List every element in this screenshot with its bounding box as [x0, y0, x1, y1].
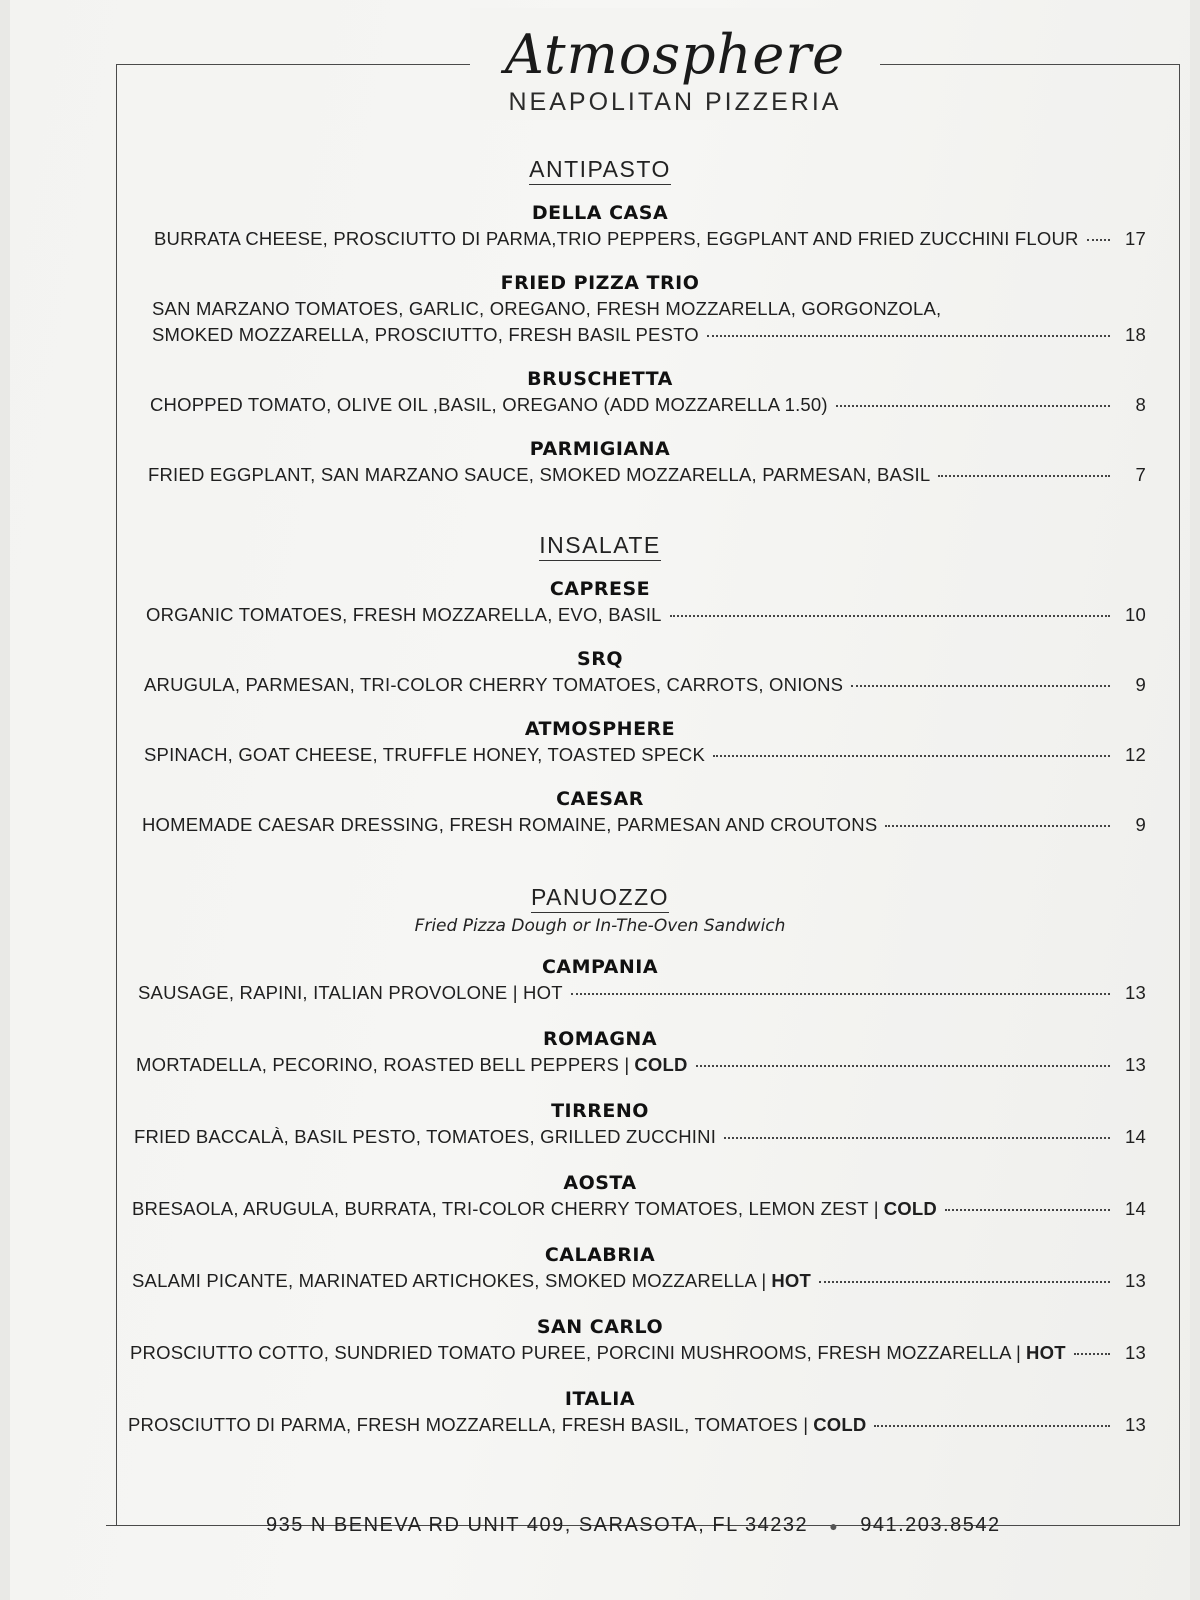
item-name: CAESAR — [556, 788, 644, 810]
item-description: SALAMI PICANTE, MARINATED ARTICHOKES, SMOKED MOZZARELLA | — [132, 1270, 767, 1291]
menu-item-tirreno — [0, 1098, 1200, 1150]
section-subtitle-panuozzo: Fried Pizza Dough or In-The-Oven Sandwich — [414, 916, 786, 936]
dot-leader — [696, 1065, 1110, 1067]
item-description-line1: SAN MARZANO TOMATOES, GARLIC, OREGANO, FRESH MOZZARELLA, GORGONZOLA, — [152, 298, 942, 319]
item-name: FRIED PIZZA TRIO — [500, 272, 700, 294]
menu-item-aosta — [0, 1170, 1200, 1222]
item-name: ITALIA — [564, 1388, 636, 1410]
footer-rule-left — [106, 1525, 254, 1526]
section-title-insalate: INSALATE — [0, 532, 1200, 559]
item-description: FRIED BACCALÀ, BASIL PESTO, TOMATOES, GRILLED ZUCCHINI — [134, 1126, 717, 1147]
item-price: 9 — [1135, 674, 1146, 695]
item-name: BRUSCHETTA — [527, 368, 673, 390]
cold-tag: COLD — [634, 1054, 688, 1075]
menu-item-san-carlo — [0, 1314, 1200, 1366]
item-name: PARMIGIANA — [529, 438, 671, 460]
item-description: SPINACH, GOAT CHEESE, TRUFFLE HONEY, TOASTED SPECK — [144, 744, 706, 765]
restaurant-name: Atmosphere — [504, 23, 846, 86]
item-price: 14 — [1125, 1198, 1146, 1219]
item-name: DELLA CASA — [531, 202, 669, 224]
menu-item-italia — [0, 1386, 1200, 1438]
dot-leader — [670, 615, 1110, 617]
item-description: MORTADELLA, PECORINO, ROASTED BELL PEPPERS | — [136, 1054, 630, 1075]
item-price: 7 — [1135, 464, 1146, 485]
dot-leader — [713, 755, 1110, 757]
item-price: 13 — [1125, 1270, 1146, 1291]
bullet-separator-icon: ● — [829, 1517, 840, 1534]
item-name: CAMPANIA — [541, 956, 659, 978]
section-title-panuozzo: PANUOZZO — [0, 884, 1200, 911]
menu-item-atmosphere — [0, 716, 1200, 768]
item-name: SRQ — [577, 648, 623, 670]
item-description: PROSCIUTTO COTTO, SUNDRIED TOMATO PUREE, PORCINI MUSHROOMS, FRESH MOZZARELLA | — [130, 1342, 1022, 1363]
item-description: BURRATA CHEESE, PROSCIUTTO DI PARMA,TRIO PEPPERS, EGGPLANT AND FRIED ZUCCHINI FLOUR — [154, 228, 1079, 249]
item-description: HOMEMADE CAESAR DRESSING, FRESH ROMAINE, PARMESAN AND CROUTONS — [142, 814, 878, 835]
item-price: 8 — [1135, 394, 1146, 415]
item-description: BRESAOLA, ARUGULA, BURRATA, TRI-COLOR CHERRY TOMATOES, LEMON ZEST | — [132, 1198, 879, 1219]
footer-address: 935 N BENEVA RD UNIT 409, SARASOTA, FL 34232 — [266, 1513, 809, 1536]
menu-item-calabria — [0, 1242, 1200, 1294]
item-price: 18 — [1125, 324, 1146, 345]
item-price: 14 — [1125, 1126, 1146, 1147]
item-description: CHOPPED TOMATO, OLIVE OIL ,BASIL, OREGANO (ADD MOZZARELLA 1.50) — [150, 394, 828, 415]
item-price: 9 — [1135, 814, 1146, 835]
dot-leader — [724, 1137, 1110, 1139]
menu-item-caprese — [0, 576, 1200, 628]
restaurant-logo — [470, 8, 880, 120]
item-description: SMOKED MOZZARELLA, PROSCIUTTO, FRESH BASIL PESTO — [152, 324, 699, 345]
dot-leader — [819, 1281, 1110, 1283]
item-description: PROSCIUTTO DI PARMA, FRESH MOZZARELLA, FRESH BASIL, TOMATOES | — [128, 1414, 809, 1435]
menu-item-campania — [0, 954, 1200, 1006]
footer — [106, 1510, 1170, 1540]
menu-item-parmigiana — [0, 436, 1200, 488]
menu-item-fried-pizza-trio — [0, 270, 1200, 348]
dot-leader — [874, 1425, 1110, 1427]
restaurant-subtitle: NEAPOLITAN PIZZERIA — [508, 88, 842, 116]
hot-tag: HOT — [1026, 1342, 1066, 1363]
item-name: ROMAGNA — [542, 1028, 658, 1050]
item-description: SAUSAGE, RAPINI, ITALIAN PROVOLONE | HOT — [138, 982, 563, 1003]
menu-item-bruschetta — [0, 366, 1200, 418]
hot-tag: HOT — [771, 1270, 812, 1291]
item-price: 12 — [1125, 744, 1146, 765]
dot-leader — [836, 405, 1110, 407]
item-name: ATMOSPHERE — [524, 718, 676, 740]
item-description: FRIED EGGPLANT, SAN MARZANO SAUCE, SMOKED MOZZARELLA, PARMESAN, BASIL — [148, 464, 931, 485]
item-name: TIRRENO — [551, 1100, 649, 1122]
menu-item-srq — [0, 646, 1200, 698]
item-name: AOSTA — [563, 1172, 637, 1194]
dot-leader — [1087, 239, 1110, 241]
item-price: 13 — [1125, 982, 1146, 1003]
cold-tag: COLD — [813, 1414, 867, 1435]
dot-leader — [885, 825, 1110, 827]
cold-tag: COLD — [883, 1198, 937, 1219]
section-title-antipasto: ANTIPASTO — [0, 156, 1200, 183]
item-name: CAPRESE — [549, 578, 651, 600]
item-price: 13 — [1125, 1054, 1146, 1075]
footer-contact — [254, 1514, 1013, 1537]
item-price: 10 — [1125, 604, 1146, 625]
dot-leader — [1074, 1353, 1110, 1355]
item-description: ARUGULA, PARMESAN, TRI-COLOR CHERRY TOMATOES, CARROTS, ONIONS — [144, 674, 844, 695]
item-description: ORGANIC TOMATOES, FRESH MOZZARELLA, EVO, BASIL — [146, 604, 662, 625]
item-name: SAN CARLO — [536, 1316, 664, 1338]
dot-leader — [851, 685, 1110, 687]
footer-rule-right — [1013, 1525, 1170, 1526]
item-price: 13 — [1125, 1414, 1146, 1435]
menu-item-romagna — [0, 1026, 1200, 1078]
dot-leader — [571, 993, 1110, 995]
footer-phone: 941.203.8542 — [860, 1513, 1001, 1536]
item-price: 17 — [1125, 228, 1146, 249]
menu-item-caesar — [0, 786, 1200, 838]
dot-leader — [938, 475, 1110, 477]
item-price: 13 — [1125, 1342, 1146, 1363]
menu-item-della-casa — [0, 200, 1200, 252]
dot-leader — [707, 335, 1110, 337]
item-name: CALABRIA — [544, 1244, 656, 1266]
dot-leader — [945, 1209, 1110, 1211]
